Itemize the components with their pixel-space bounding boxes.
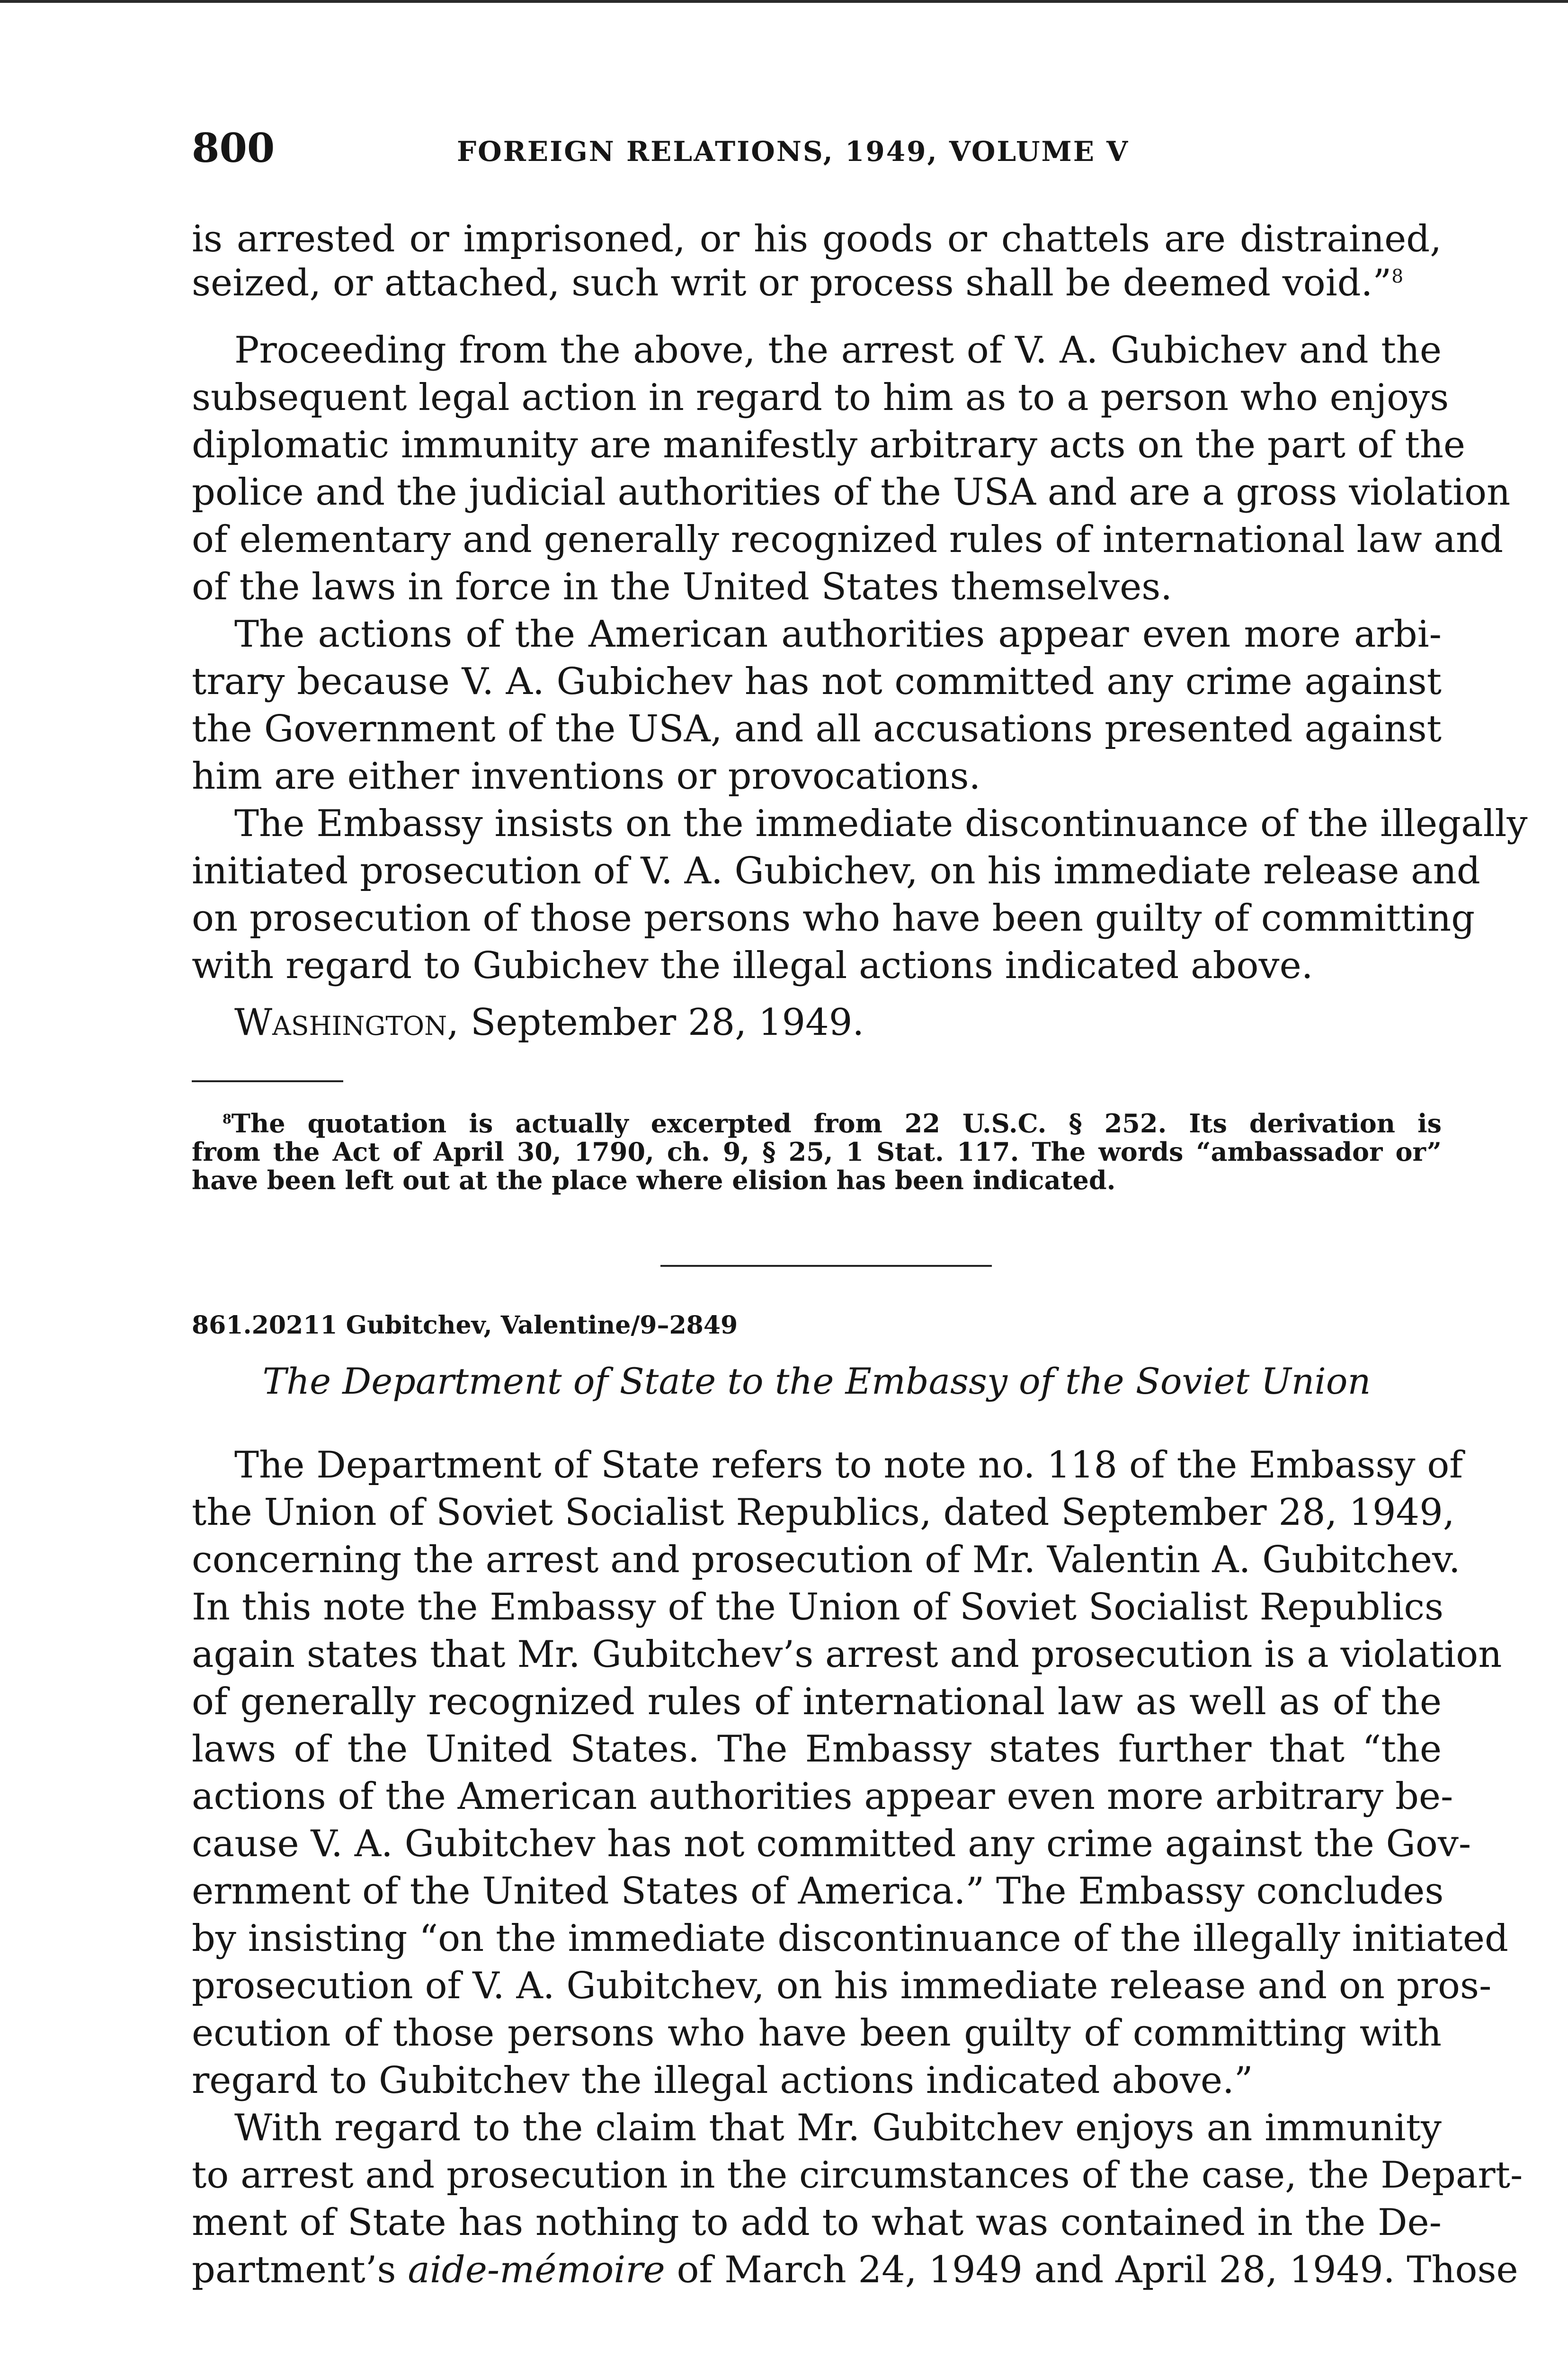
- body-line: the Government of the USA, and all accusations presented against: [192, 708, 1442, 750]
- body-line: The Department of State refers to note no. 118 of the Embassy of: [234, 1444, 1463, 1486]
- body-line: is arrested or imprisoned, or his goods or chattels are distrained,: [192, 218, 1442, 260]
- body-line: With regard to the claim that Mr. Gubitchev enjoys an immunity: [234, 2107, 1442, 2149]
- file-reference: 861.20211 Gubitchev, Valentine/9–2849: [192, 1311, 738, 1340]
- body-line: [192, 259, 1442, 307]
- footnote-line: have been left out at the place where elision has been indicated.: [192, 1165, 1116, 1195]
- body-line: In this note the Embassy of the Union of Soviet Socialist Republics: [192, 1586, 1444, 1628]
- body-line: cause V. A. Gubitchev has not committed any crime against the Gov-: [192, 1823, 1471, 1865]
- body-line: ecution of those persons who have been guilty of committing with: [192, 2012, 1442, 2055]
- body-line: the Union of Soviet Socialist Republics, dated September 28, 1949,: [192, 1491, 1455, 1534]
- body-line: concerning the arrest and prosecution of Mr. Valentin A. Gubitchev.: [192, 1539, 1461, 1581]
- closing-line: [234, 999, 1442, 1046]
- running-title: FOREIGN RELATIONS, 1949, VOLUME V: [457, 135, 1130, 168]
- document-title: The Department of State to the Embassy of the Soviet Union: [262, 1360, 1371, 1402]
- page-header: [192, 122, 1442, 174]
- body-line: [192, 2246, 1518, 2294]
- body-line: The actions of the American authorities appear even more arbi-: [234, 613, 1442, 656]
- body-line: to arrest and prosecution in the circumstances of the case, the Depart-: [192, 2154, 1523, 2197]
- page-top-edge: [0, 0, 1568, 3]
- italic-term: aide-mémoire: [408, 2249, 665, 2291]
- body-line: ernment of the United States of America.” The Embassy concludes: [192, 1870, 1444, 1913]
- footnote-marker: 8: [223, 1112, 232, 1127]
- body-line: diplomatic immunity are manifestly arbitrary acts on the part of the: [192, 424, 1466, 466]
- body-line: trary because V. A. Gubichev has not committed any crime against: [192, 660, 1442, 703]
- footnote-line: from the Act of April 30, 1790, ch. 9, § 25, 1 Stat. 117. The words “ambassador or”: [192, 1137, 1442, 1167]
- body-line: actions of the American authorities appear even more arbitrary be-: [192, 1775, 1453, 1818]
- closing-date: September 28, 1949.: [470, 1001, 864, 1044]
- footnote-line: [223, 1109, 1442, 1138]
- body-line-end: of March 24, 1949 and April 28, 1949. Those: [677, 2249, 1518, 2291]
- body-line: on prosecution of those persons who have been guilty of committing: [192, 897, 1475, 940]
- body-line: of elementary and generally recognized rules of international law and: [192, 518, 1504, 561]
- body-line: of the laws in force in the United States themselves.: [192, 566, 1173, 608]
- page-number: 800: [192, 125, 275, 171]
- body-line-start: partment’s: [192, 2249, 396, 2291]
- body-line: initiated prosecution of V. A. Gubichev, on his immediate release and: [192, 850, 1480, 892]
- closing-place: Washington,: [234, 1001, 459, 1044]
- body-line: ment of State has nothing to add to what was contained in the De-: [192, 2201, 1442, 2244]
- body-line: prosecution of V. A. Gubitchev, on his immediate release and on pros-: [192, 1965, 1492, 2007]
- body-line: by insisting “on the immediate discontinuance of the illegally initiated: [192, 1917, 1508, 1960]
- body-line-text: seized, or attached, such writ or process shall be deemed void.”: [192, 262, 1392, 304]
- footnote-line-text: The quotation is actually excerpted from 22 U.S.C. § 252. Its derivation is: [231, 1108, 1442, 1139]
- footnote-rule: [192, 1080, 343, 1082]
- body-line: of generally recognized rules of international law as well as of the: [192, 1681, 1442, 1723]
- body-line: him are either inventions or provocations.: [192, 755, 981, 798]
- body-line: laws of the United States. The Embassy states further that “the: [192, 1728, 1442, 1771]
- body-line: with regard to Gubichev the illegal actions indicated above.: [192, 944, 1313, 987]
- body-line: police and the judicial authorities of the USA and are a gross violation: [192, 471, 1511, 514]
- footnote-ref: 8: [1391, 266, 1404, 287]
- body-line: subsequent legal action in regard to him as to a person who enjoys: [192, 376, 1449, 419]
- body-line: regard to Gubitchev the illegal actions indicated above.”: [192, 2059, 1253, 2102]
- body-line: Proceeding from the above, the arrest of V. A. Gubichev and the: [234, 329, 1442, 372]
- section-divider: [660, 1265, 992, 1267]
- body-line: The Embassy insists on the immediate discontinuance of the illegally: [234, 802, 1528, 845]
- body-line: again states that Mr. Gubitchev’s arrest and prosecution is a violation: [192, 1633, 1502, 1676]
